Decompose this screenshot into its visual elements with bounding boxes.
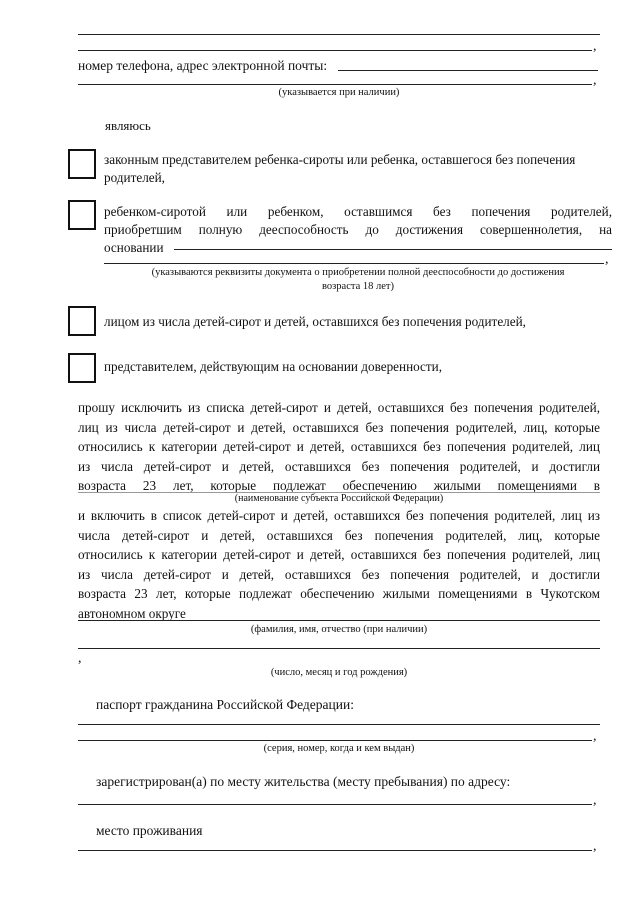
- paragraph-line: и включить в список детей-сирот и детей, оставшихся без попечения родителей, лиц из: [78, 508, 600, 523]
- paragraph-line: прошу исключить из списка детей-сирот и детей, оставшихся без попечения родителей,: [78, 400, 600, 415]
- contact-note: (указывается при наличии): [278, 87, 400, 98]
- option-text: законным представителем ребенка-сироты или ребенка, оставшегося без попечения: [104, 152, 576, 167]
- proxy-checkbox[interactable]: [68, 353, 96, 383]
- paragraph-line: относились к категории детей-сирот и детей, оставшихся без попечения родителей, лиц: [78, 547, 600, 563]
- passport-note: (серия, номер, когда и кем выдан): [263, 743, 415, 754]
- legal-rep-checkbox[interactable]: [68, 149, 96, 179]
- residence-field[interactable]: [78, 850, 592, 851]
- option-text: лицом из числа детей-сирот и детей, оставшихся без попечения родителей,: [104, 314, 526, 329]
- comma: ,: [593, 73, 597, 88]
- top-underline-2[interactable]: [78, 50, 592, 51]
- comma: ,: [593, 839, 597, 854]
- comma: ,: [593, 793, 597, 808]
- subject-note: (наименование субъекта Российской Федерации): [234, 493, 444, 504]
- paragraph-line: автономном округе: [78, 606, 186, 621]
- name-field-2[interactable]: [78, 648, 600, 649]
- full-capacity-checkbox[interactable]: [68, 200, 96, 230]
- contact-label: номер телефона, адрес электронной почты:: [78, 58, 328, 73]
- comma: ,: [593, 729, 597, 744]
- paragraph-line: числа детей-сирот и детей, оставшихся без попечения родителей, лиц, которые: [78, 527, 600, 543]
- option-text: представителем, действующим на основании доверенности,: [104, 359, 443, 374]
- paragraph-line: лиц из числа детей-сирот и детей, оставшихся без попечения родителей, лиц, которые: [78, 419, 600, 435]
- option-text: родителей,: [104, 170, 165, 185]
- top-underline[interactable]: [78, 34, 600, 35]
- passport-field-2[interactable]: [78, 740, 592, 741]
- paragraph-line: возраста 23 лет, которые подлежат обеспечению жилыми помещениями в Чукотском: [78, 586, 600, 602]
- paragraph-line: относились к категории детей-сирот и детей, оставшихся без попечения родителей, лиц: [78, 439, 600, 455]
- paragraph-line: возраста 23 лет, которые подлежат обеспечению жилыми помещениями в: [78, 478, 600, 494]
- basis-note: возраста 18 лет): [322, 281, 394, 292]
- basis-field-2[interactable]: [104, 263, 604, 264]
- comma: ,: [593, 39, 597, 54]
- basis-field[interactable]: [174, 249, 612, 250]
- being-label: являюсь: [105, 118, 151, 133]
- option-text: ребенком-сиротой или ребенком, оставшимся без попечения родителей,: [104, 204, 612, 219]
- contact-field[interactable]: [338, 70, 598, 71]
- former-orphan-checkbox[interactable]: [68, 306, 96, 336]
- registration-field[interactable]: [78, 804, 592, 805]
- birth-note: (число, месяц и год рождения): [270, 667, 408, 678]
- paragraph-line: из числа детей-сирот и детей, оставшихся без попечения родителей, и достигли: [78, 566, 600, 582]
- comma: ,: [605, 252, 609, 267]
- paragraph-line: из числа детей-сирот и детей, оставшихся без попечения родителей, и достигли: [78, 458, 600, 474]
- contact-field-2[interactable]: [78, 84, 592, 85]
- registration-label: зарегистрирован(а) по месту жительства (месту пребывания) по адресу:: [96, 774, 511, 789]
- passport-field[interactable]: [78, 724, 600, 725]
- passport-label: паспорт гражданина Российской Федерации:: [96, 697, 354, 712]
- option-text: приобретшим полную дееспособность до достижения совершеннолетия, на: [104, 222, 612, 237]
- name-note: (фамилия, имя, отчество (при наличии): [250, 624, 428, 635]
- option-text: основании: [104, 240, 164, 255]
- residence-label: место проживания: [96, 823, 203, 838]
- comma: ,: [78, 651, 82, 666]
- basis-note: (указываются реквизиты документа о приобретении полной дееспособности до достижения: [151, 267, 565, 278]
- name-field[interactable]: [78, 620, 600, 621]
